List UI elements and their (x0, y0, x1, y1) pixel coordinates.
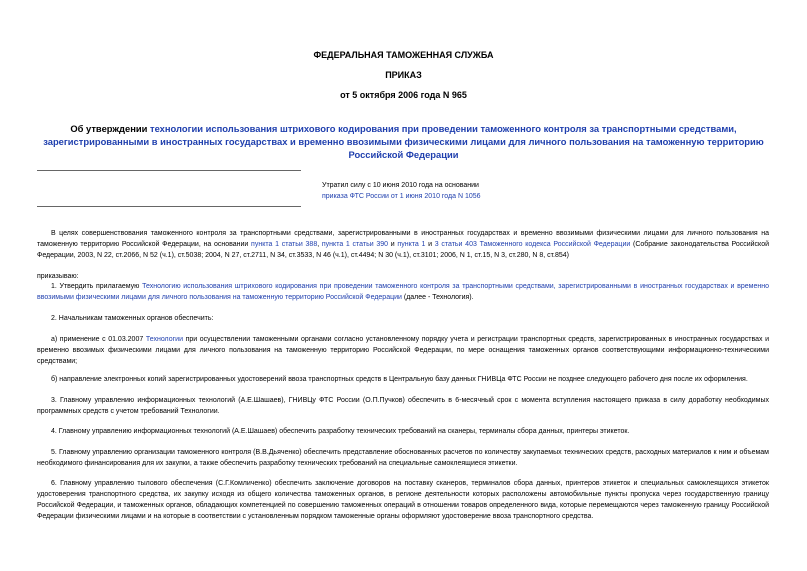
item-2b: б) направление электронных копий зарегистрированных удостоверений ввоза транспортных средств в Центральную базу данных ГНИВЦа ФТС России не позднее следующего рабочего дня после их оформления. (51, 376, 748, 383)
preamble-text: В целях совершенствования таможенного контроля за транспортными средствами, зарегистрированными в иностранных государствах и временно ввозимыми физическими лицами для личного пользования на таможенную территорию Российской Федерации, на основании (37, 230, 769, 248)
status-note (322, 180, 762, 202)
item-2: 2. Начальникам таможенных органов обеспечить: (51, 315, 214, 322)
preamble-text: , (317, 241, 322, 248)
divider-top (37, 170, 301, 171)
link-article-390[interactable]: пункта 1 статьи 390 (321, 241, 389, 248)
title-prefix: Об утверждении (70, 123, 150, 134)
document-type: ПРИКАЗ (385, 70, 422, 80)
link-article-403-p1[interactable]: пункта 1 (397, 241, 426, 248)
document-date-number: от 5 октября 2006 года N 965 (340, 90, 467, 100)
status-note-text: Утратил силу с 10 июня 2010 года на основании (322, 182, 479, 189)
item-4: 4. Главному управлению информационных технологий (А.Е.Шашаев) обеспечить разработку технических требований на сканеры, терминалы сбора данных, принтеры этикеток. (51, 428, 630, 435)
item-1-technology-link[interactable]: Технологию использования штрихового кодирования при проведении таможенного контроля за транспортными средствами, зарегистрированными в иностранных государствах и временно ввозимыми физическими лицами для личного пользования на таможенную территорию Российской Федерации (37, 283, 769, 301)
item-3: 3. Главному управлению информационных технологий (А.Е.Шашаев), ГНИВЦу ФТС России (О.П.Пучков) обеспечить в 6-месячный срок с момента вступления настоящего приказа в силу доработку необходимых программных средств с учетом требований Технологии. (37, 397, 769, 415)
item-2a-text: а) применение с 01.03.2007 (51, 336, 146, 343)
preamble-text: (Собрание законодательства Российской Федерации, 2003, N 22, ст.2066, N 52 (ч.1), ст.5038; 2004, N 27, ст.2711, N 34, ст.3533, N 46 (ч.1), ст.4494; N 30 (ч.1), ст.3101; 2006, N 1, ст.15, N 3, ст.280, N 8, ст.854) (37, 241, 770, 259)
preamble-paragraph (37, 228, 769, 261)
item-2a-text: при осуществлении таможенными органами согласно установленному порядку учета и регистрации транспортных средств, зарегистрированных в иностранных государствах и временно ввозимых физическими лицами для личного пользования на таможенную территорию Российской Федерации, по мере оснащения таможенных органов соответствующими информационно-техническими средствами; (37, 336, 770, 365)
link-customs-code[interactable]: 3 статьи 403 Таможенного кодекса Российской Федерации (434, 241, 631, 248)
document-title (30, 122, 777, 161)
preamble-text: и (425, 241, 435, 248)
item-1-text: 1. Утвердить прилагаемую (51, 283, 143, 290)
item-1 (37, 281, 769, 303)
status-note-link[interactable]: приказа ФТС России от 1 июня 2010 года N 1056 (322, 193, 481, 200)
item-5: 5. Главному управлению организации таможенного контроля (В.В.Дьяченко) обеспечить представление обоснованных расчетов по количеству закупаемых технических средств, расходных материалов к ним и объемам необходимого финансирования для их закупки, а также обеспечить разработку технических требований на специальные самоклеящиеся этикетки. (37, 449, 769, 467)
item-2a-technology-link[interactable]: Технологии (145, 336, 183, 343)
order-word: приказываю: (37, 273, 79, 280)
agency-name: ФЕДЕРАЛЬНАЯ ТАМОЖЕННАЯ СЛУЖБА (313, 50, 494, 60)
link-article-388[interactable]: пункта 1 статьи 388 (251, 241, 318, 248)
item-6: 6. Главному управлению тылового обеспечения (С.Г.Комличенко) обеспечить заключение договоров на поставку сканеров, терминалов сбора данных, принтеров этикеток и специальных самоклеящихся этикеток удостоверения транспортного средства, их закупку исходя из общего количества таможенных органов, в регионе деятельности которых расположены автомобильные пункты пропуска через государственную границу Российской Федерации, и таможенных органов, обладающих компетенцией по совершению таможенных операций в отношении товаров определенного вида, которые перемещаются через таможенную границу Российской Федерации физическими лицами и на которые в соответствии с установленным порядком таможенные органы оформляют удостоверение ввоза транспортного средства. (37, 480, 769, 520)
item-1-text: (далее - Технология). (401, 294, 474, 301)
title-technology-link[interactable]: технологии использования штрихового кодирования при проведении таможенного контроля за транспортными средствами, зарегистрированными в иностранных государствах и временно ввозимыми физическими лицами для личного пользования на таможенную территорию Российской Федерации (43, 123, 764, 160)
item-2a (37, 334, 769, 367)
divider-bottom (37, 206, 301, 207)
preamble-text: и (388, 241, 398, 248)
